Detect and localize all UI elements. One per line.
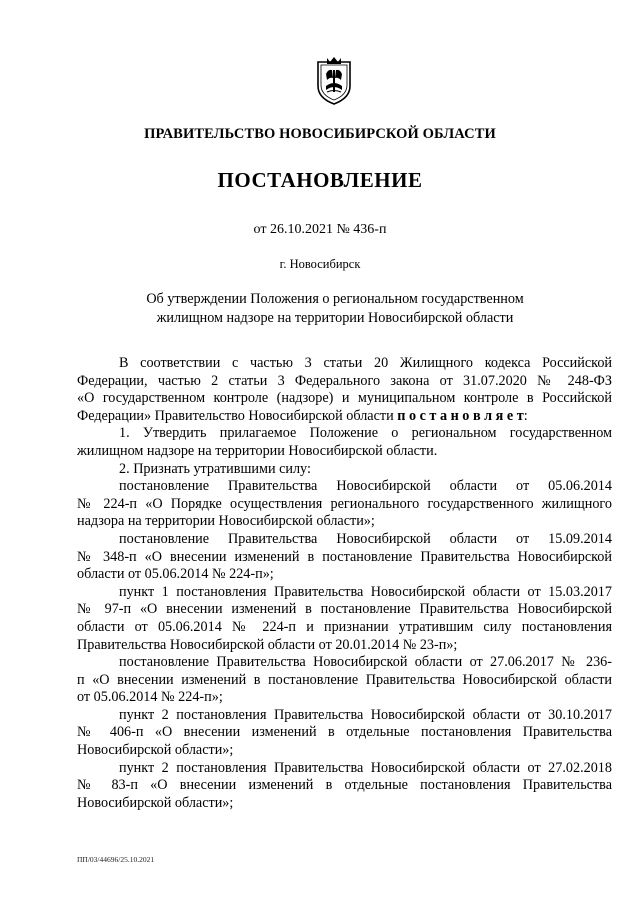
body-line [77,584,612,602]
body-line [77,373,612,391]
organization-title: ПРАВИТЕЛЬСТВО НОВОСИБИРСКОЙ ОБЛАСТИ [144,126,496,142]
body-line-text: № 224-п «О Порядке осуществления регионального государственного жилищного [77,495,612,512]
body-line [77,443,612,461]
body-line [77,619,612,637]
body-line-text: Федерации, частью 2 статьи 3 Федерального закона от 31.07.2020 № 248-ФЗ [77,372,612,389]
body-line-text: Правительства Новосибирской области от 20.01.2014 № 23-п»; [77,636,458,653]
body-line [77,654,612,672]
body-line [77,637,612,655]
body-line [77,777,612,795]
body-line [77,689,612,707]
body-line-text: № 348-п «О внесении изменений в постановление Правительства Новосибирской [77,548,612,565]
body-line [77,355,612,373]
body-line [77,672,612,690]
body-line [77,496,612,514]
body-line [77,601,612,619]
subject-line: Об утверждении Положения о региональном государственном [146,291,524,307]
resolution-keyword: п о с т а н о в л я е т [397,407,524,424]
body-line-text: области от 05.06.2014 № 224-п и признании утратившим силу постановления [77,618,612,635]
body-line-text: 2. Признать утратившими силу: [119,460,311,477]
body-line-text: 1. Утвердить прилагаемое Положение о региональном государственном [119,425,612,442]
body-line-text: области от 05.06.2014 № 224-п»; [77,566,274,583]
body-line-text: постановление Правительства Новосибирской области от 05.06.2014 [119,478,612,495]
body-line-text: № 406-п «О внесении изменений в отдельные постановления Правительства [77,724,612,741]
body-line-text: пункт 2 постановления Правительства Новосибирской области от 30.10.2017 [119,706,612,723]
document-footer-code: ПП/03/44696/25.10.2021 [77,855,155,864]
document-subject [120,290,550,328]
body-line-text: № 83-п «О внесении изменений в отдельные постановления Правительства [77,777,612,794]
body-line [77,390,612,408]
body-line [77,531,612,549]
body-line-text: жилищном надзоре на территории Новосибирской области. [77,442,438,459]
body-line [77,478,612,496]
body-line [77,707,612,725]
body-line-text: п «О внесении изменений в постановление Правительства Новосибирской области [77,671,612,688]
body-line-text: надзора на территории Новосибирской области»; [77,513,375,530]
body-line [77,742,612,760]
body-line [77,549,612,567]
document-body [77,355,612,812]
body-line-text: постановление Правительства Новосибирской области от 27.06.2017 № 236- [119,654,612,671]
body-line [77,724,612,742]
body-line-text: Новосибирской области»; [77,794,234,811]
body-line-text: № 97-п «О внесении изменений в постановление Правительства Новосибирской [77,601,612,618]
body-line-text: В соответствии с частью 3 статьи 20 Жилищного кодекса Российской [119,355,612,371]
subject-line: жилищном надзоре на территории Новосибирской области [156,310,514,326]
coat-of-arms-icon [314,56,354,106]
body-line [77,461,612,479]
body-line-text: пункт 1 постановления Правительства Новосибирской области от 15.03.2017 [119,583,612,600]
document-type-title: ПОСТАНОВЛЕНИЕ [217,168,423,192]
body-line-text: постановление Правительства Новосибирской области от 15.09.2014 [119,530,612,547]
body-line-tail: : [523,407,528,424]
body-line-text: Новосибирской области»; [77,742,234,759]
document-city: г. Новосибирск [279,257,361,271]
document-number-date: от 26.10.2021 № 436-п [253,222,387,237]
body-line [77,795,612,813]
body-line-text: от 05.06.2014 № 224-п»; [77,689,223,706]
body-line-text: «О государственном контроле (надзоре) и муниципальном контроле в Российской [77,390,612,407]
body-line-text: Федерации» Правительство Новосибирской области [77,407,398,424]
body-line [77,566,612,584]
body-line [77,425,612,443]
body-line [77,408,612,426]
body-line [77,760,612,778]
body-line-text: пункт 2 постановления Правительства Новосибирской области от 27.02.2018 [119,759,612,776]
body-line [77,513,612,531]
